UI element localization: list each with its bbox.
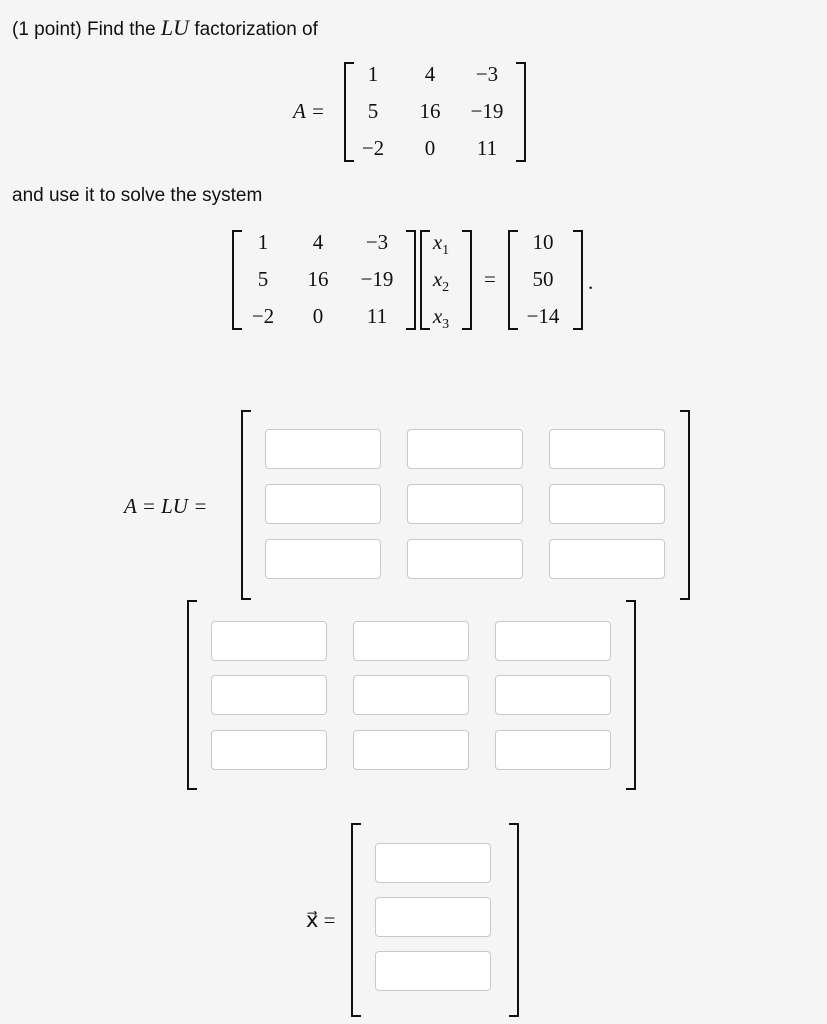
matrix-a-cell: −19 (470, 99, 504, 123)
u-matrix-input-r2c1[interactable] (211, 675, 327, 715)
b-vec-entry: 10 (532, 230, 554, 254)
u-matrix-input-r1c1[interactable] (211, 621, 327, 661)
coef-cell: −2 (251, 304, 275, 328)
x-input-3[interactable] (375, 951, 491, 991)
u-matrix-input-r3c3[interactable] (495, 730, 611, 770)
equals-sign: = (484, 267, 496, 291)
lu-label: A = LU = (124, 494, 208, 518)
x-vec-entry: $x_2$ (432, 267, 450, 296)
coef-cell: 11 (366, 304, 388, 328)
system-text: and use it to solve the system (12, 185, 263, 206)
lu-outer-left-bracket (241, 410, 251, 600)
l-matrix-input-r1c2[interactable] (407, 429, 523, 469)
b-vec-right-bracket (573, 230, 583, 330)
problem-intro (12, 15, 318, 41)
lu-outer-right-bracket (680, 410, 690, 600)
intro-lu: LU (160, 15, 190, 40)
l-matrix-input-r1c1[interactable] (265, 429, 381, 469)
matrix-a-cell: 1 (367, 62, 379, 86)
l-matrix-input-r3c1[interactable] (265, 539, 381, 579)
l-matrix-input-r3c2[interactable] (407, 539, 523, 579)
matrix-a-cell: 11 (476, 136, 498, 160)
u-right-bracket (626, 600, 636, 790)
matrix-a-cell: −3 (475, 62, 499, 86)
u-matrix-input-r3c2[interactable] (353, 730, 469, 770)
l-matrix-input-r3c3[interactable] (549, 539, 665, 579)
matrix-a-cell: −2 (361, 136, 385, 160)
l-matrix-input-r1c3[interactable] (549, 429, 665, 469)
u-matrix-input-r1c3[interactable] (495, 621, 611, 661)
coef-cell: −19 (360, 267, 394, 291)
u-matrix-input-r3c1[interactable] (211, 730, 327, 770)
matrix-a-cell: 5 (367, 99, 379, 123)
x-answer-right-bracket (509, 823, 519, 1017)
coef-cell: −3 (365, 230, 389, 254)
matrix-a-right-bracket (516, 62, 526, 162)
b-vec-entry: −14 (526, 304, 560, 328)
coef-cell: 0 (312, 304, 324, 328)
matrix-a-cell: 0 (424, 136, 436, 160)
b-vec-entry: 50 (532, 267, 554, 291)
x-label: x⃗ = (306, 908, 336, 932)
matrix-a-label: A = (293, 99, 325, 123)
coef-cell: 1 (257, 230, 269, 254)
x-input-1[interactable] (375, 843, 491, 883)
period: . (588, 270, 594, 294)
b-vec-left-bracket (508, 230, 518, 330)
x-vec-entry: $x_1$ (432, 230, 450, 259)
coef-cell: 4 (312, 230, 324, 254)
u-matrix-input-r2c3[interactable] (495, 675, 611, 715)
l-matrix-input-r2c2[interactable] (407, 484, 523, 524)
coef-cell: 5 (257, 267, 269, 291)
u-left-bracket (187, 600, 197, 790)
intro-suffix: factorization of (194, 19, 318, 40)
matrix-a-cell: 4 (424, 62, 436, 86)
intro-prefix: (1 point) Find the (12, 19, 156, 40)
x-input-2[interactable] (375, 897, 491, 937)
u-matrix-input-r1c2[interactable] (353, 621, 469, 661)
l-matrix-input-r2c3[interactable] (549, 484, 665, 524)
u-matrix-input-r2c2[interactable] (353, 675, 469, 715)
coef-right-bracket (406, 230, 416, 330)
matrix-a-cell: 16 (419, 99, 441, 123)
x-answer-left-bracket (351, 823, 361, 1017)
l-matrix-input-r2c1[interactable] (265, 484, 381, 524)
coef-cell: 16 (307, 267, 329, 291)
x-vec-entry: $x_3$ (432, 304, 450, 333)
